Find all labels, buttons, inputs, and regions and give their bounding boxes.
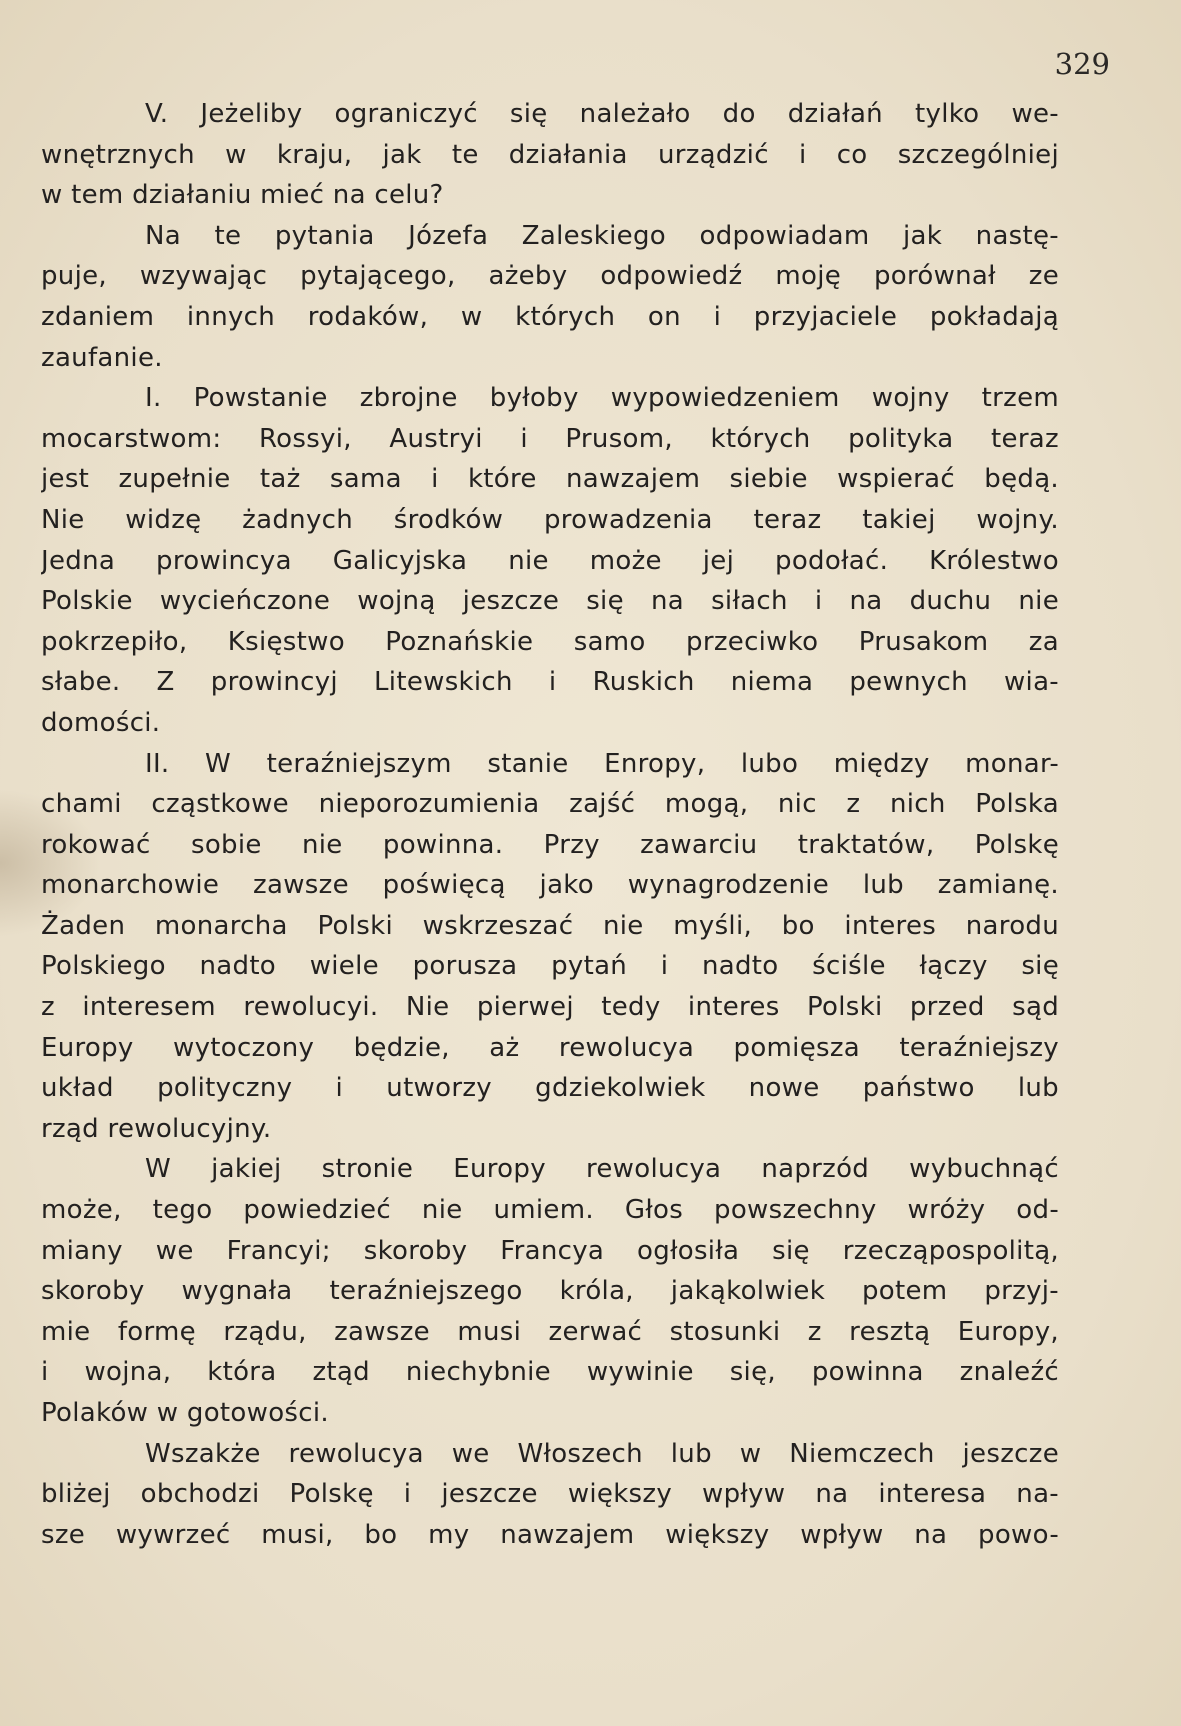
text-line: puje, wzywając pytającego, ażeby odpowiedź moję porównał ze xyxy=(41,261,1059,292)
text-line: rząd rewolucyjny. xyxy=(41,1113,272,1144)
text-line: Wszakże rewolucya we Włoszech lub w Niemczech jeszcze xyxy=(145,1438,1059,1469)
text-line: I. Powstanie zbrojne byłoby wypowiedzeniem wojny trzem xyxy=(145,383,1059,414)
text-line: Nie widzę żadnych środków prowadzenia teraz takiej wojny. xyxy=(41,504,1059,535)
text-line: miany we Francyi; skoroby Francya ogłosiła się rzecząpospolitą, xyxy=(41,1235,1059,1266)
text-line: skoroby wygnała teraźniejszego króla, jakąkolwiek potem przyj- xyxy=(41,1276,1059,1307)
text-line: W jakiej stronie Europy rewolucya naprzód wybuchnąć xyxy=(145,1154,1059,1185)
text-line: Polaków w gotowości. xyxy=(41,1398,329,1428)
text-line: Polskie wycieńczone wojną jeszcze się na siłach i na duchu nie xyxy=(41,586,1059,617)
text-line: i wojna, która ztąd niechybnie wywinie się, powinna znaleźć xyxy=(41,1357,1059,1388)
text-line: wnętrznych w kraju, jak te działania urządzić i co szczególniej xyxy=(41,139,1059,170)
text-line: zdaniem innych rodaków, w których on i przyjaciele pokładają xyxy=(41,301,1059,332)
text-line: V. Jeżeliby ograniczyć się należało do działań tylko we- xyxy=(145,99,1059,129)
text-line: układ polityczny i utworzy gdziekolwiek nowe państwo lub xyxy=(41,1073,1059,1104)
text-line: monarchowie zawsze poświęcą jako wynagrodzenie lub zamianę. xyxy=(41,870,1059,901)
text-line: Na te pytania Józefa Zaleskiego odpowiadam jak nastę- xyxy=(145,220,1059,251)
text-line: może, tego powiedzieć nie umiem. Głos powszechny wróży od- xyxy=(41,1195,1059,1226)
page-number: 329 xyxy=(1054,47,1110,81)
text-line: pokrzepiło, Księstwo Poznańskie samo przeciwko Prusakom za xyxy=(41,626,1059,657)
text-line: zaufanie. xyxy=(41,342,163,373)
text-line: słabe. Z prowincyj Litewskich i Ruskich niema pewnych wia- xyxy=(41,667,1059,698)
text-line: w tem działaniu mieć na celu? xyxy=(41,180,444,211)
text-line: mie formę rządu, zawsze musi zerwać stosunki z resztą Europy, xyxy=(41,1316,1059,1347)
text-line: sze wywrzeć musi, bo my nawzajem większy wpływ na powo- xyxy=(41,1519,1059,1550)
text-line: rokować sobie nie powinna. Przy zawarciu traktatów, Polskę xyxy=(41,829,1059,860)
text-line: chami cząstkowe nieporozumienia zajść mogą, nic z nich Polska xyxy=(41,789,1059,820)
text-line: Żaden monarcha Polski wskrzeszać nie myśli, bo interes narodu xyxy=(41,910,1059,941)
text-line: Jedna prowincya Galicyjska nie może jej podołać. Królestwo xyxy=(41,545,1059,576)
text-line: mocarstwom: Rossyi, Austryi i Prusom, których polityka teraz xyxy=(41,423,1059,454)
text-line: II. W teraźniejszym stanie Enropy, lubo między monar- xyxy=(145,748,1059,779)
text-line: Polskiego nadto wiele porusza pytań i nadto ściśle łączy się xyxy=(41,951,1059,982)
body-text xyxy=(41,94,1059,1555)
text-line: jest zupełnie taż sama i które nawzajem siebie wspierać będą. xyxy=(41,464,1059,495)
text-line: bliżej obchodzi Polskę i jeszcze większy wpływ na interesa na- xyxy=(41,1479,1059,1510)
text-line: Europy wytoczony będzie, aż rewolucya pomięsza teraźniejszy xyxy=(41,1032,1059,1063)
text-line: domości. xyxy=(41,707,161,738)
text-line: z interesem rewolucyi. Nie pierwej tedy interes Polski przed sąd xyxy=(41,992,1059,1023)
